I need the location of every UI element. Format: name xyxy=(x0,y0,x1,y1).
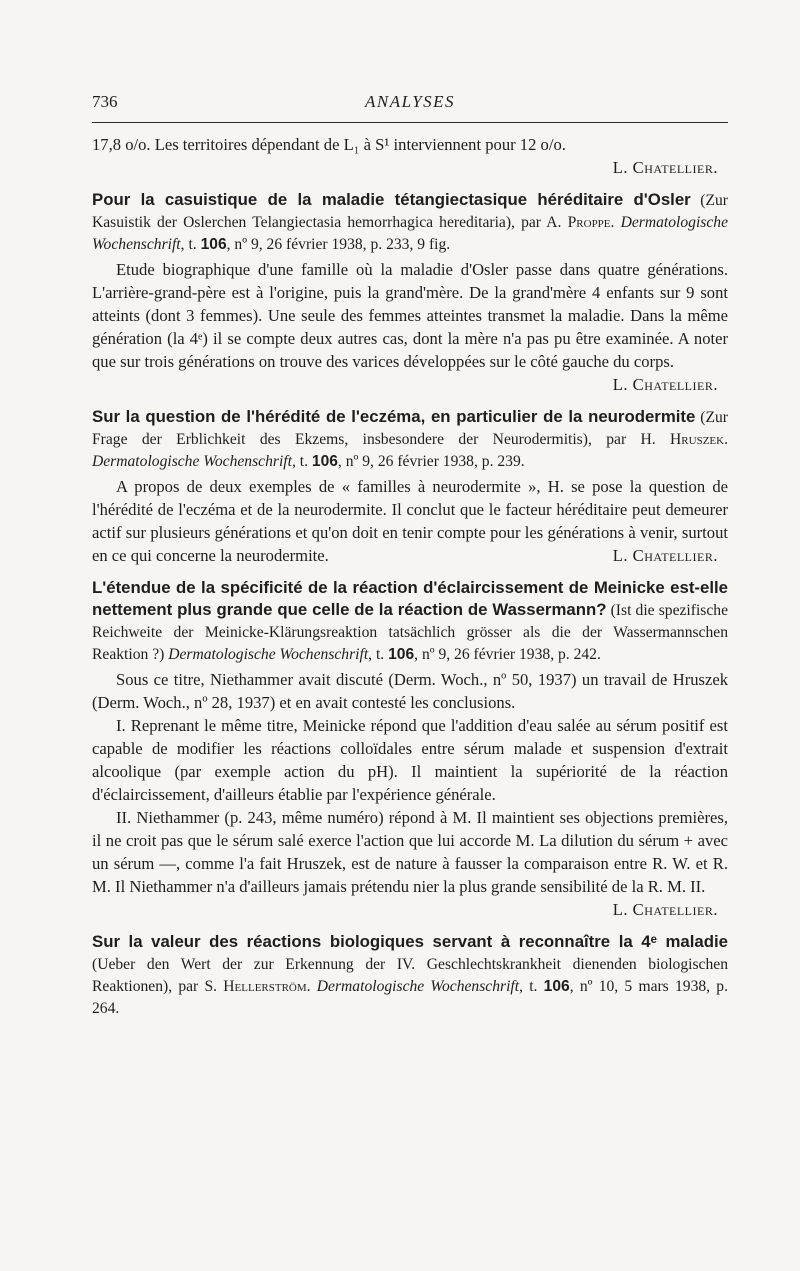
volume-number: 106 xyxy=(388,646,415,663)
reference-text: , nº 9, 26 février 1938, p. 242. xyxy=(414,646,601,663)
reference-text: (Zur Frage der Erblichkeit des Ekzems, insbesondere der Neurodermitis), par H. xyxy=(92,409,728,448)
author-name: Hruszek xyxy=(670,431,725,448)
reference-text: , t. xyxy=(291,453,312,470)
journal-name: Dermatologische Wochenschrift xyxy=(316,978,520,995)
reference-text: (Ist die spezifische Reichweite der Meinicke-Klärungsreaktion tatsächlich grösser als die der Wassermannschen Reaktion ?) xyxy=(92,602,729,663)
article xyxy=(92,406,728,567)
article-list xyxy=(92,189,728,1019)
reference-text: , t. xyxy=(180,236,201,253)
article-title: Sur la valeur des réactions biologiques servant à reconnaître la 4ᵉ maladie xyxy=(92,932,728,951)
article-title-block xyxy=(92,577,728,665)
reference-text: , t. xyxy=(519,978,544,995)
author-name: Proppe xyxy=(567,214,611,231)
page xyxy=(92,92,728,1022)
article-title-block xyxy=(92,406,728,472)
reference-text: , nº 9, 26 février 1938, p. 233, 9 fig. xyxy=(226,236,451,253)
article xyxy=(92,931,728,1019)
reference-text: , t. xyxy=(368,646,389,663)
continuation-signature: L. Chatellier. xyxy=(612,158,718,177)
reference-text: (Zur Kasuistik der Oslerchen Telangiectasia hemorrhagica hereditaria), par A. xyxy=(92,192,729,231)
article-paragraph: Etude biographique d'une famille où la maladie d'Osler passe dans quatre générations. L'arrière-grand-père est à l'origine, puis la grand'mère. De la grand'mère 4 enfants sur 9 sont atteints (dont 3 femmes). Une seule des femmes atteintes transmet la maladie. Dans la même génération (la 4ᵉ) il se compte deux autres cas, dont la mère n'a pas pu être examinée. A noter que sur trois générations on trouve des varices développées sur le côté gauche du corps. L. Chatellier. xyxy=(92,260,728,394)
article xyxy=(92,189,728,396)
article-body xyxy=(92,668,728,921)
volume-number: 106 xyxy=(311,453,338,470)
journal-name: Dermatologische Wochenschrift xyxy=(92,214,728,253)
author-name: Hellerström xyxy=(223,978,307,995)
article-signature: L. Chatellier. xyxy=(612,546,718,565)
journal-name: Dermatologische Wochenschrift xyxy=(168,646,369,663)
article-paragraph: I. Reprenant le même titre, Meinicke répond que l'addition d'eau salée au sérum positif est capable de modifier les réactions colloïdales entre sérum malade et suspension d'extrait alcoolique (par exemple action du pH). Il maintient la supériorité de la réaction d'éclaircissement, d'ailleurs établie par l'expérience générale. xyxy=(92,716,728,804)
reference-text: . xyxy=(306,978,317,995)
journal-name: Dermatologische Wochenschrift xyxy=(92,453,292,470)
page-number: 736 xyxy=(92,92,118,111)
article-title: L'étendue de la spécificité de la réaction d'éclaircissement de Meinicke est-elle nettement plus grande que celle de la réaction de Wassermann? xyxy=(92,578,728,619)
article-title-block xyxy=(92,189,728,255)
volume-number: 106 xyxy=(543,978,570,995)
article-paragraph: A propos de deux exemples de « familles à neurodermite », H. se pose la question de l'hérédité de l'eczéma et de la neurodermite. Il conclut que le facteur héréditaire peut demeurer actif sur plusieurs générations et qu'on doit en tenir compte pour les générations à venir, surtout en ce qui concerne la neurodermite. L. Chatellier. xyxy=(92,477,728,565)
article-signature: L. Chatellier. xyxy=(612,375,718,394)
article-reference xyxy=(92,956,728,1017)
reference-text: , nº 10, 5 mars 1938, p. 264. xyxy=(92,978,728,1017)
article-paragraph: Sous ce titre, Niethammer avait discuté (Derm. Woch., nº 50, 1937) un travail de Hruszek (Derm. Woch., nº 28, 1937) et en avait contesté les conclusions. xyxy=(92,670,728,712)
volume-number: 106 xyxy=(200,236,227,253)
article xyxy=(92,577,728,921)
article-body xyxy=(92,258,728,396)
running-title: ANALYSES xyxy=(364,92,456,111)
article-title-block xyxy=(92,931,728,1019)
article-body xyxy=(92,475,728,567)
continuation-text: 17,8 o/o. Les territoires dépendant de L₁ à S¹ interviennent pour 12 o/o. xyxy=(92,135,566,154)
reference-text: , nº 9, 26 février 1938, p. 239. xyxy=(337,453,525,470)
reference-text: . xyxy=(610,214,621,231)
article-title: Pour la casuistique de la maladie tétangiectasique héréditaire d'Osler xyxy=(92,190,691,209)
page-header xyxy=(92,92,728,118)
article-title: Sur la question de l'hérédité de l'eczéma, en particulier de la neurodermite xyxy=(92,407,696,426)
article-signature: L. Chatellier. xyxy=(612,900,718,919)
reference-text: . xyxy=(724,431,728,448)
header-rule xyxy=(92,122,728,123)
reference-text: (Ueber den Wert der zur Erkennung der IV. Geschlechtskrankheit dienenden biologischen Reaktionen), par S. xyxy=(92,956,728,995)
article-paragraph: II. Niethammer (p. 243, même numéro) répond à M. Il maintient ses objections premières, il ne croit pas que le sérum salé exerce l'action que lui accorde M. La dilution du sérum + avec un sérum —, comme l'a fait Hruszek, est de nature à fausser la comparaison entre R. W. et R. M. Il Niethammer n'a d'ailleurs jamais prétendu nier la plus grande sensibilité de la R. M. II. L. Chatellier. xyxy=(92,808,728,919)
